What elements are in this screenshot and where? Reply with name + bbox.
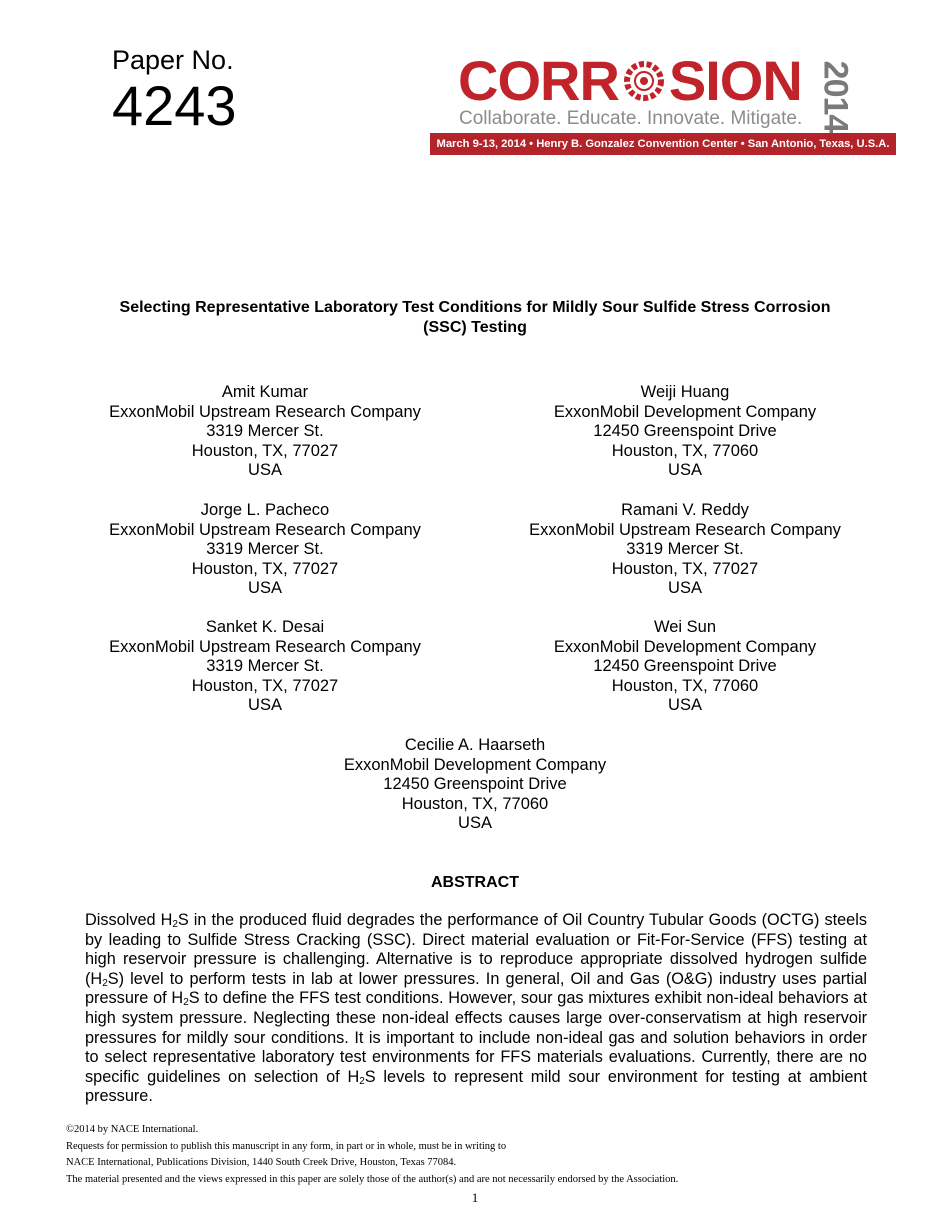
paper-label: Paper No. xyxy=(112,45,234,75)
abstract-text: S) level to perform tests in lab at lower pressures. In general, Oil and Gas (O&G) industry uses partial pressure of H xyxy=(85,969,867,1008)
author-city: Houston, TX, 77027 xyxy=(191,559,339,578)
author-city: Houston, TX, 77027 xyxy=(191,441,339,460)
permission-line: Requests for permission to publish this manuscript in any form, in part or in whole, must be in writing to xyxy=(66,1140,507,1152)
paper-title xyxy=(60,298,890,338)
abstract-text: S levels to represent mild sour environment for testing at ambient pressure. xyxy=(85,1067,868,1106)
author-org: ExxonMobil Upstream Research Company xyxy=(529,520,841,539)
author-name: Ramani V. Reddy xyxy=(621,501,749,519)
author-org: ExxonMobil Upstream Research Company xyxy=(109,520,421,539)
footer-notice xyxy=(66,1122,886,1188)
author-city: Houston, TX, 77027 xyxy=(611,559,759,578)
copyright-line: ©2014 by NACE International. xyxy=(66,1124,199,1135)
author-country: USA xyxy=(248,696,282,715)
address-line: NACE International, Publications Division, 1440 South Creek Drive, Houston, Texas 77084. xyxy=(66,1157,457,1168)
author-block xyxy=(60,618,470,716)
logo-wordmark-left: CORR xyxy=(458,49,619,112)
author-block xyxy=(60,383,470,481)
author-street: 12450 Greenspoint Drive xyxy=(593,422,777,441)
author-street: 12450 Greenspoint Drive xyxy=(383,775,567,794)
author-country: USA xyxy=(668,579,702,598)
author-block xyxy=(480,618,890,716)
author-street: 3319 Mercer St. xyxy=(626,540,744,559)
author-street: 3319 Mercer St. xyxy=(206,657,324,676)
subscript: 2 xyxy=(102,977,108,989)
author-name: Amit Kumar xyxy=(221,383,309,401)
author-block xyxy=(480,501,890,599)
logo-year: 2014 xyxy=(816,60,855,132)
author-street: 3319 Mercer St. xyxy=(206,422,324,441)
author-country: USA xyxy=(248,461,282,480)
author-street: 12450 Greenspoint Drive xyxy=(593,657,777,676)
paper-title-line-1: Selecting Representative Laboratory Test Conditions for Mildly Sour Sulfide Stress Corrosion xyxy=(119,299,831,316)
author-name: Sanket K. Desai xyxy=(205,618,325,636)
paper-title-line-2: (SSC) Testing xyxy=(423,319,527,336)
author-city: Houston, TX, 77060 xyxy=(401,794,549,813)
author-city: Houston, TX, 77060 xyxy=(611,676,759,695)
subscript: 2 xyxy=(183,997,189,1009)
author-city: Houston, TX, 77060 xyxy=(611,441,759,460)
author-city: Houston, TX, 77027 xyxy=(191,676,339,695)
abstract-body xyxy=(85,911,867,1107)
disclaimer-line: The material presented and the views expressed in this paper are solely those of the author(s) and are not necessarily endorsed by the Association. xyxy=(66,1173,679,1185)
author-street: 3319 Mercer St. xyxy=(206,540,324,559)
author-country: USA xyxy=(668,461,702,480)
conference-logo xyxy=(430,49,896,155)
gear-ring-icon xyxy=(621,58,667,104)
author-name: Wei Sun xyxy=(653,618,717,636)
author-country: USA xyxy=(458,814,492,833)
author-name: Weiji Huang xyxy=(640,383,730,401)
author-block xyxy=(60,501,470,599)
abstract-text: Dissolved H xyxy=(85,911,173,929)
logo-tagline: Collaborate. Educate. Innovate. Mitigate. xyxy=(459,108,803,129)
paper-number: 4243 xyxy=(112,74,237,137)
author-block xyxy=(270,736,680,834)
subscript: 2 xyxy=(359,1075,365,1087)
author-org: ExxonMobil Development Company xyxy=(343,755,607,774)
author-country: USA xyxy=(248,579,282,598)
page-number: 1 xyxy=(471,1190,479,1205)
author-block xyxy=(480,383,890,481)
author-org: ExxonMobil Upstream Research Company xyxy=(109,637,421,656)
conference-banner: March 9-13, 2014 • Henry B. Gonzalez Convention Center • San Antonio, Texas, U.S.A. xyxy=(430,133,896,155)
author-org: ExxonMobil Upstream Research Company xyxy=(109,402,421,421)
author-name: Jorge L. Pacheco xyxy=(200,501,330,519)
author-country: USA xyxy=(668,696,702,715)
logo-wordmark-right: SION xyxy=(668,49,802,112)
abstract-heading: ABSTRACT xyxy=(431,874,519,891)
author-org: ExxonMobil Development Company xyxy=(553,637,817,656)
author-name: Cecilie A. Haarseth xyxy=(404,736,546,754)
subscript: 2 xyxy=(172,919,178,930)
logo-wordmark xyxy=(458,49,802,112)
abstract-text: S in the produced fluid degrades the performance of Oil Country Tubular Goods (OCTG) steels by leading to Sulfide Stress Cracking (SSC). Direct material evaluation or Fit-For-Service (FFS) testing at high reservoir pressure is challenging. Alternative is to reproduce appropriate dissolved hydrogen sulfide (H xyxy=(85,911,867,988)
author-org: ExxonMobil Development Company xyxy=(553,402,817,421)
abstract-text: S to define the FFS test conditions. However, sour gas mixtures exhibit non-ideal behaviors at high system pressure. Neglecting these non-ideal effects causes large over-conservatism at high reservoir pressures for mildly sour conditions. It is important to include non-ideal gas and solution behaviors in order to select representative laboratory test environments for FFS materials evaluations. Currently, there are no specific guidelines on selection of H xyxy=(85,989,867,1086)
